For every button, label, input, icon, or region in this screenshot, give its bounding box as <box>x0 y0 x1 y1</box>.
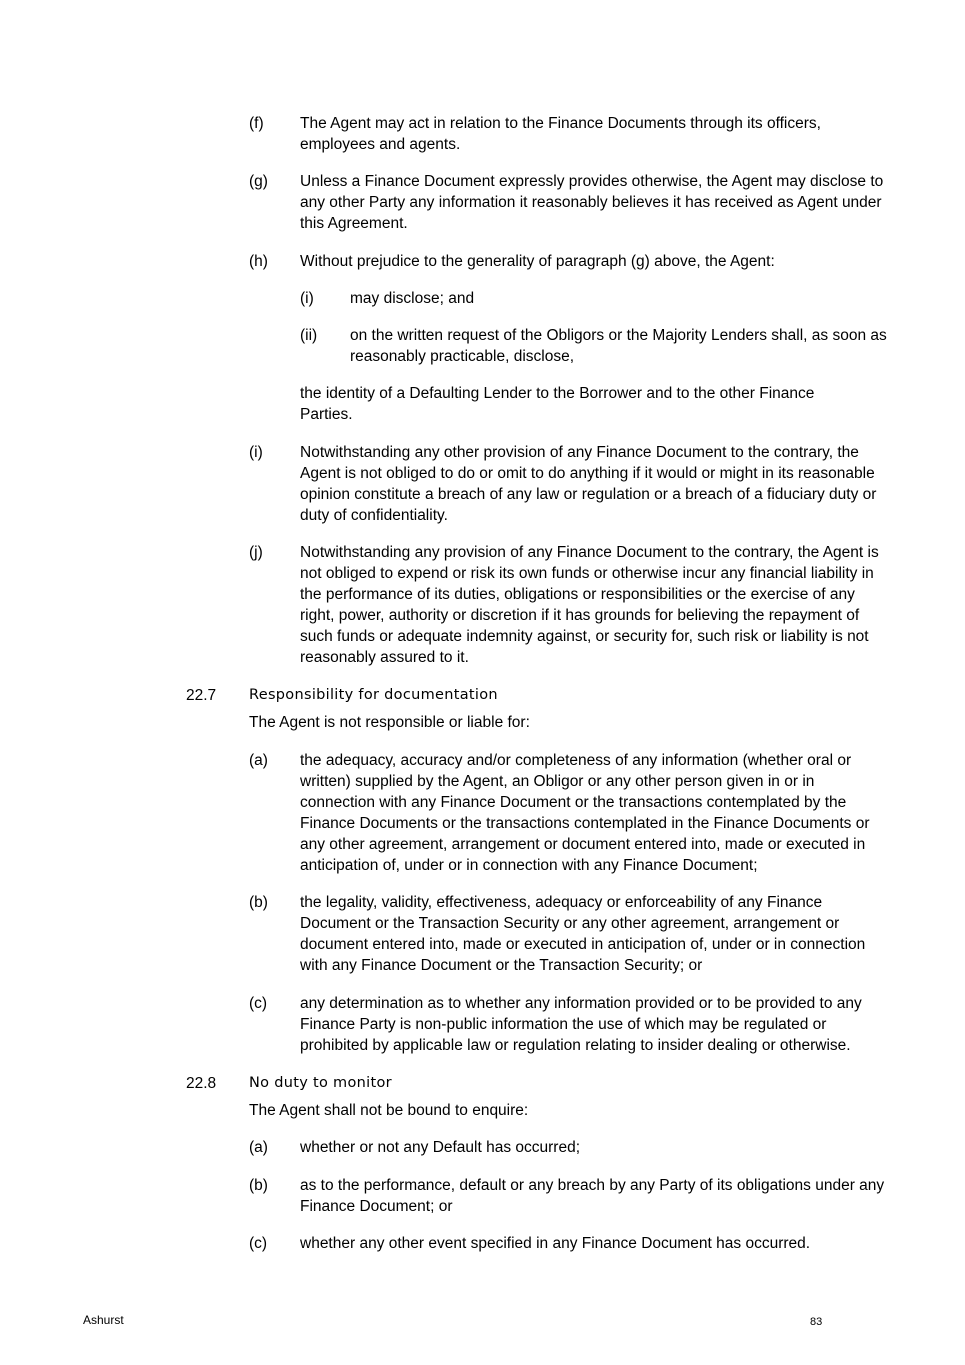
item-i-label: (i) <box>249 444 263 461</box>
item-h-i-text: may disclose; and <box>350 290 475 307</box>
section-22-8-title: No duty to monitor <box>249 1075 392 1091</box>
item-g-text: Unless a Finance Document expressly provides otherwise, the Agent may disclose to any other Party any information it reasonably believes it has received as Agent under this Agreement. <box>300 173 884 232</box>
section-22-7-intro: The Agent is not responsible or liable for: <box>249 714 530 731</box>
section-22-7-c-label: (c) <box>249 995 268 1012</box>
item-j-text: Notwithstanding any provision of any Finance Document to the contrary, the Agent is not obliged to expend or risk its own funds or otherwise incur any financial liability in the performance of its duties, obligations or responsibilities or the exercise of any right, power, authority or discretion if it has grounds for believing the repayment of such funds or adequate indemnity against, or security for, such risk or liability is not reasonably assured to it. <box>300 544 879 666</box>
item-h-ii-label: (ii) <box>300 327 318 344</box>
item-h-label: (h) <box>249 253 268 270</box>
section-22-7-b-text: the legality, validity, effectiveness, adequacy or enforceability of any Finance Document or the Transaction Security or any other agreement, arrangement or document entered into, made or executed in anticipation of, under or in connection with any Finance Document or the Transaction Security; or <box>300 894 866 974</box>
section-22-8-c-text: whether any other event specified in any Finance Document has occurred. <box>300 1235 811 1252</box>
section-22-8-intro: The Agent shall not be bound to enquire: <box>249 1102 529 1119</box>
section-22-7-b-label: (b) <box>249 894 268 911</box>
section-22-7-number: 22.7 <box>186 687 217 704</box>
item-h-ii-text: on the written request of the Obligors or the Majority Lenders shall, as soon as reasonably practicable, disclose, <box>350 327 887 365</box>
section-22-8-a-text: whether or not any Default has occurred; <box>300 1139 581 1156</box>
item-j-label: (j) <box>249 544 263 561</box>
section-22-7-a-text: the adequacy, accuracy and/or completeness of any information (whether oral or written) supplied by the Agent, an Obligor or any other person given in or in connection with any Finance Document or the transactions contemplated by the Finance Documents or the transactions contemplated in the Finance Documents or any other agreement, arrangement or document entered into, made or executed in anticipation of, under or in connection with any Finance Document; <box>300 752 870 874</box>
item-f-label: (f) <box>249 115 264 132</box>
section-22-8-number: 22.8 <box>186 1075 217 1092</box>
item-h-text: Without prejudice to the generality of paragraph (g) above, the Agent: <box>300 253 775 270</box>
page-number: 83 <box>810 1316 823 1328</box>
section-22-8-b-text: as to the performance, default or any breach by any Party of its obligations under any Finance Document; or <box>300 1177 885 1215</box>
item-g-label: (g) <box>249 173 268 190</box>
section-22-8-b-label: (b) <box>249 1177 268 1194</box>
footer-company: Ashurst <box>83 1313 124 1327</box>
section-22-7-a-label: (a) <box>249 752 268 769</box>
section-22-8-c-label: (c) <box>249 1235 268 1252</box>
item-h-i-label: (i) <box>300 290 314 307</box>
item-i-text: Notwithstanding any other provision of any Finance Document to the contrary, the Agent is not obliged to do or omit to do anything if it would or might in its reasonable opinion constitute a breach of any law or regulation or a breach of a fiduciary duty or duty of confidentiality. <box>300 444 877 524</box>
section-22-7-title: Responsibility for documentation <box>249 687 498 703</box>
item-f-text: The Agent may act in relation to the Finance Documents through its officers, employees and agents. <box>300 115 821 153</box>
section-22-8-a-label: (a) <box>249 1139 268 1156</box>
section-22-7-c-text: any determination as to whether any information provided or to be provided to any Finance Party is non-public information the use of which may be regulated or prohibited by applicable law or regulation relating to insider dealing or otherwise. <box>300 995 862 1054</box>
item-h-tail: the identity of a Defaulting Lender to the Borrower and to the other Finance Parties. <box>300 385 815 423</box>
